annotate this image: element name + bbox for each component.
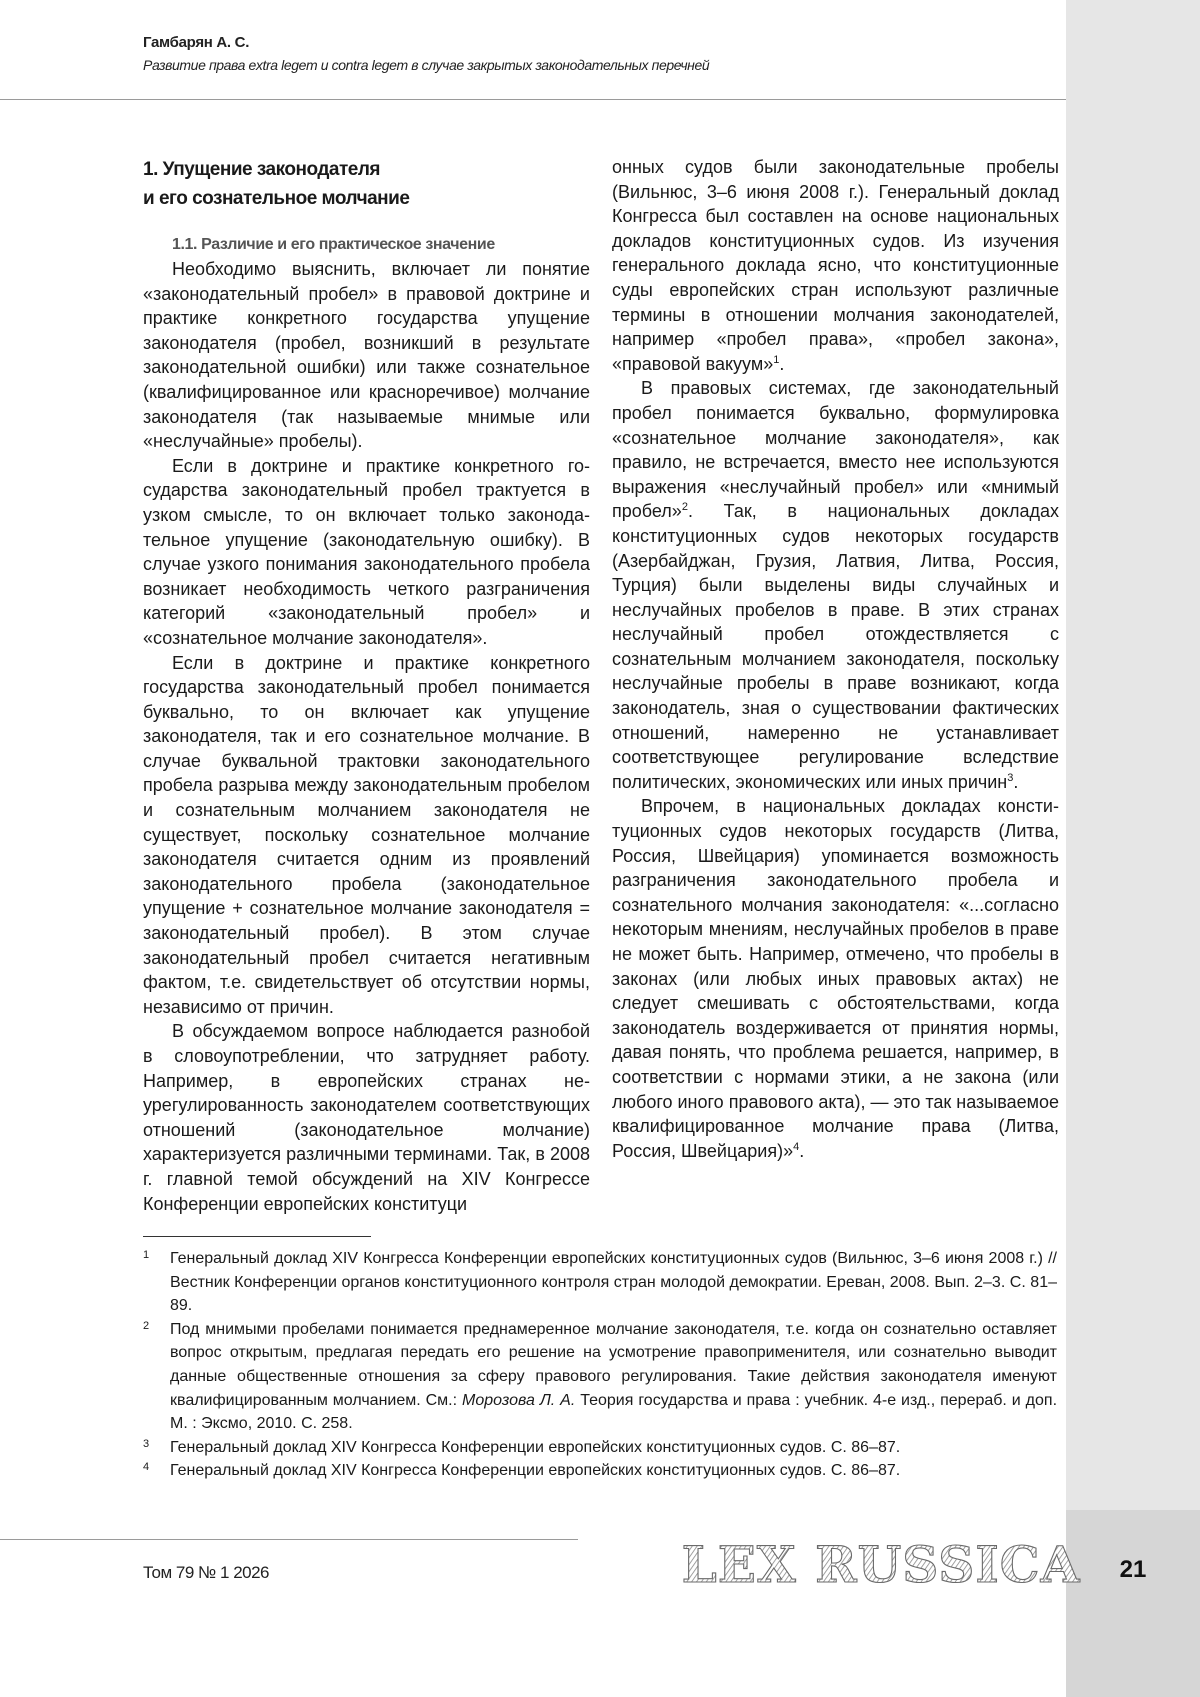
footnote-text-rest: Теория государства и права : учебник. 4-е изд., перераб. и доп. М. : Эксмо, 2010. С. 258. [170, 1391, 1058, 1433]
paragraph: В обсуждаемом вопросе наблюдается разнобой в словоупотреблении, что затрудняет работу. Например, в европейских странах неурегулированность законодателем соответствующих отношений (законодательное молчание) характеризуется различными терминами. Так, в 2008 г. главной темой обсуждений на XIV Конгрессе Конференции европейских конституци [143, 1021, 590, 1214]
paragraph-text: онных судов были законодательные пробелы (Вильнюс, 3–6 июня 2008 г.). Генеральный доклад Конгресса был составлен на основе национальных докладов конституционных судов. Из изучения генерального доклада ясно, что конституционные суды европейских стран используют различные термины в отношении молчания законодателей, например «пробел права», «пробел закона», «правовой вакуум» [612, 157, 1059, 374]
paragraph-end: . [779, 353, 785, 374]
footnote-author: Морозова Л. А. [462, 1391, 576, 1409]
header-article-title: Развитие права extra legem и contra legem в случае закрытых законодательных перечней [143, 57, 710, 73]
footnote-text: Генеральный доклад XIV Конгресса Конференции европейских конституционных судов. С. 86–87. [170, 1438, 901, 1456]
footnote-number: 2 [143, 1319, 150, 1332]
footnote-text: Под мнимыми пробелами понимается преднамеренное молчание законодателя, т.е. когда он сознательно оставляет вопрос открытым, предлагая передать его решение на усмотрение правоприменителя, или сознательно выводит данные общественные отношения за сферу правового регулирования. Такие действия законодателя именуют квалифицированным молчанием. См.: [170, 1320, 1057, 1409]
footnote-number: 1 [143, 1249, 150, 1261]
footnote [143, 1459, 1057, 1483]
section-title [143, 155, 590, 213]
footnote-text: Генеральный доклад XIV Конгресса Конференции европейских конституционных судов. С. 86–87. [170, 1462, 901, 1480]
paragraph [612, 155, 1059, 376]
paragraph: Необходимо выяснить, включает ли понятие «законодательный пробел» в правовой доктрине и практике конкретного государства упущение законодателя (пробел, возникший в результате законодательной ошибки) или также сознательное (квалифицированное или красноречивое) молчание законодателя (так называемые мнимые или «неслучайные» пробелы). [143, 259, 590, 452]
footer-divider [0, 1539, 578, 1540]
paragraph [612, 376, 1059, 794]
left-column [143, 155, 590, 1216]
paragraph-text: Впрочем, в национальных докладах конституционных судов некоторых государств (Литва, Россия, Швейцария) упоминается возможность разграничения законодательного пробела и сознательного молчания законодателя: «...согласно некоторым мнениям, неслучайных пробелов в праве не может быть. Например, отмечено, что пробелы в законах (или любых иных правовых актах) не следует смешивать с обстоятельствами, когда законодатель воздерживается от принятия нормы, давая понять, что проблема решается, например, в соответствии с нормами этики, а не закона (или любого иного правового акта), — это так называемое квалифицированное молчание права (Литва, Россия, Швейцария)» [612, 796, 1060, 1161]
footnote-ref[interactable]: 1 [773, 353, 780, 366]
section-title-line1: 1. Упущение законодателя [143, 159, 380, 180]
header-author: Гамбарян А. С. [143, 34, 250, 51]
journal-logo [681, 1532, 1081, 1596]
footnote-number: 4 [143, 1461, 150, 1474]
section-title-line2: и его сознательное молчание [143, 188, 410, 209]
paragraph-text: . Так, в национальных докладах конституционных судов некоторых государств (Азербайджан, Грузия, Латвия, Литва, Россия, Турция) были выделены виды случайных и неслучайных пробелов в праве. В этих странах неслучайный пробел отождествляется с сознательным молчанием законодателя, поскольку неслучайные пробелы в праве возникают, когда законодатель, зная о существовании фактических отношений, намеренно не устанавливает соответствующее регулирование вследствие политических, экономических или иных причин [612, 501, 1059, 792]
footnote-ref[interactable]: 2 [681, 501, 688, 514]
footnotes [143, 1247, 1057, 1483]
right-column [612, 155, 1059, 1163]
side-strip [1066, 0, 1200, 1697]
page-number-box [1066, 1510, 1200, 1697]
header-divider [0, 99, 1066, 100]
paragraph: Если в доктрине и практике конкретного государства законодательный пробел понимается буквально, то он включает как упущение законодателя, так и его сознательное молчание. В случае буквальной трактовки законодательного пробела разрыва между законодательным пробелом и сознательным молчанием законодателя не существует, поскольку сознательное молчание законодателя считается одним из проявлений законодательного пробела (законодательное упущение + сознательное молчание законодателя = законодательный пробел). В этом случае законодательный пробел считается негативным фактом, т.е. свидетельствует об отсутствии нормы, независимо от причин. [143, 652, 590, 1017]
paragraph-text: В правовых системах, где законодательный пробел понимается буквально, формулировка «сознательное молчание законодателя», как правило, не встречается, вместо нее используются выражения «неслучайный пробел» или «мнимый пробел» [612, 378, 1059, 522]
footnote-ref[interactable]: 3 [1007, 771, 1014, 784]
footnote-ref[interactable]: 4 [793, 1140, 800, 1153]
paragraph [612, 794, 1059, 1163]
footnote [143, 1247, 1057, 1318]
paragraph-end: . [799, 1140, 805, 1161]
logo-text: LEX RUSSICA [681, 1535, 1081, 1594]
running-header [143, 32, 1043, 76]
paragraph-end: . [1013, 771, 1019, 792]
page-number: 21 [1119, 1556, 1147, 1583]
footnote-text: Генеральный доклад XIV Конгресса Конференции европейских конституционных судов (Вильнюс, 3–6 июня 2008 г.) // Вестник Конференции органов конституционного контроля стран молодой демократии. Ереван, 2008. Вып. 2–3. С. 81–89. [170, 1250, 1057, 1315]
footnote [143, 1318, 1057, 1436]
footnote [143, 1436, 1057, 1460]
subsection-title: 1.1. Различие и его практическое значение [172, 236, 495, 253]
footnote-number: 3 [143, 1437, 150, 1450]
footnote-divider [143, 1236, 371, 1237]
paragraph: Если в доктрине и практике конкретного государства законодательный пробел трактуется в узком смысле, то он включает только законодательное упущение (законодательную ошибку). В случае узкого понимания законодательного пробела возникает необходимость четкого разграничения категорий «законодательный пробел» и «сознательное молчание законодателя». [143, 455, 590, 648]
issue-info: Том 79 № 1 2026 [143, 1563, 270, 1582]
